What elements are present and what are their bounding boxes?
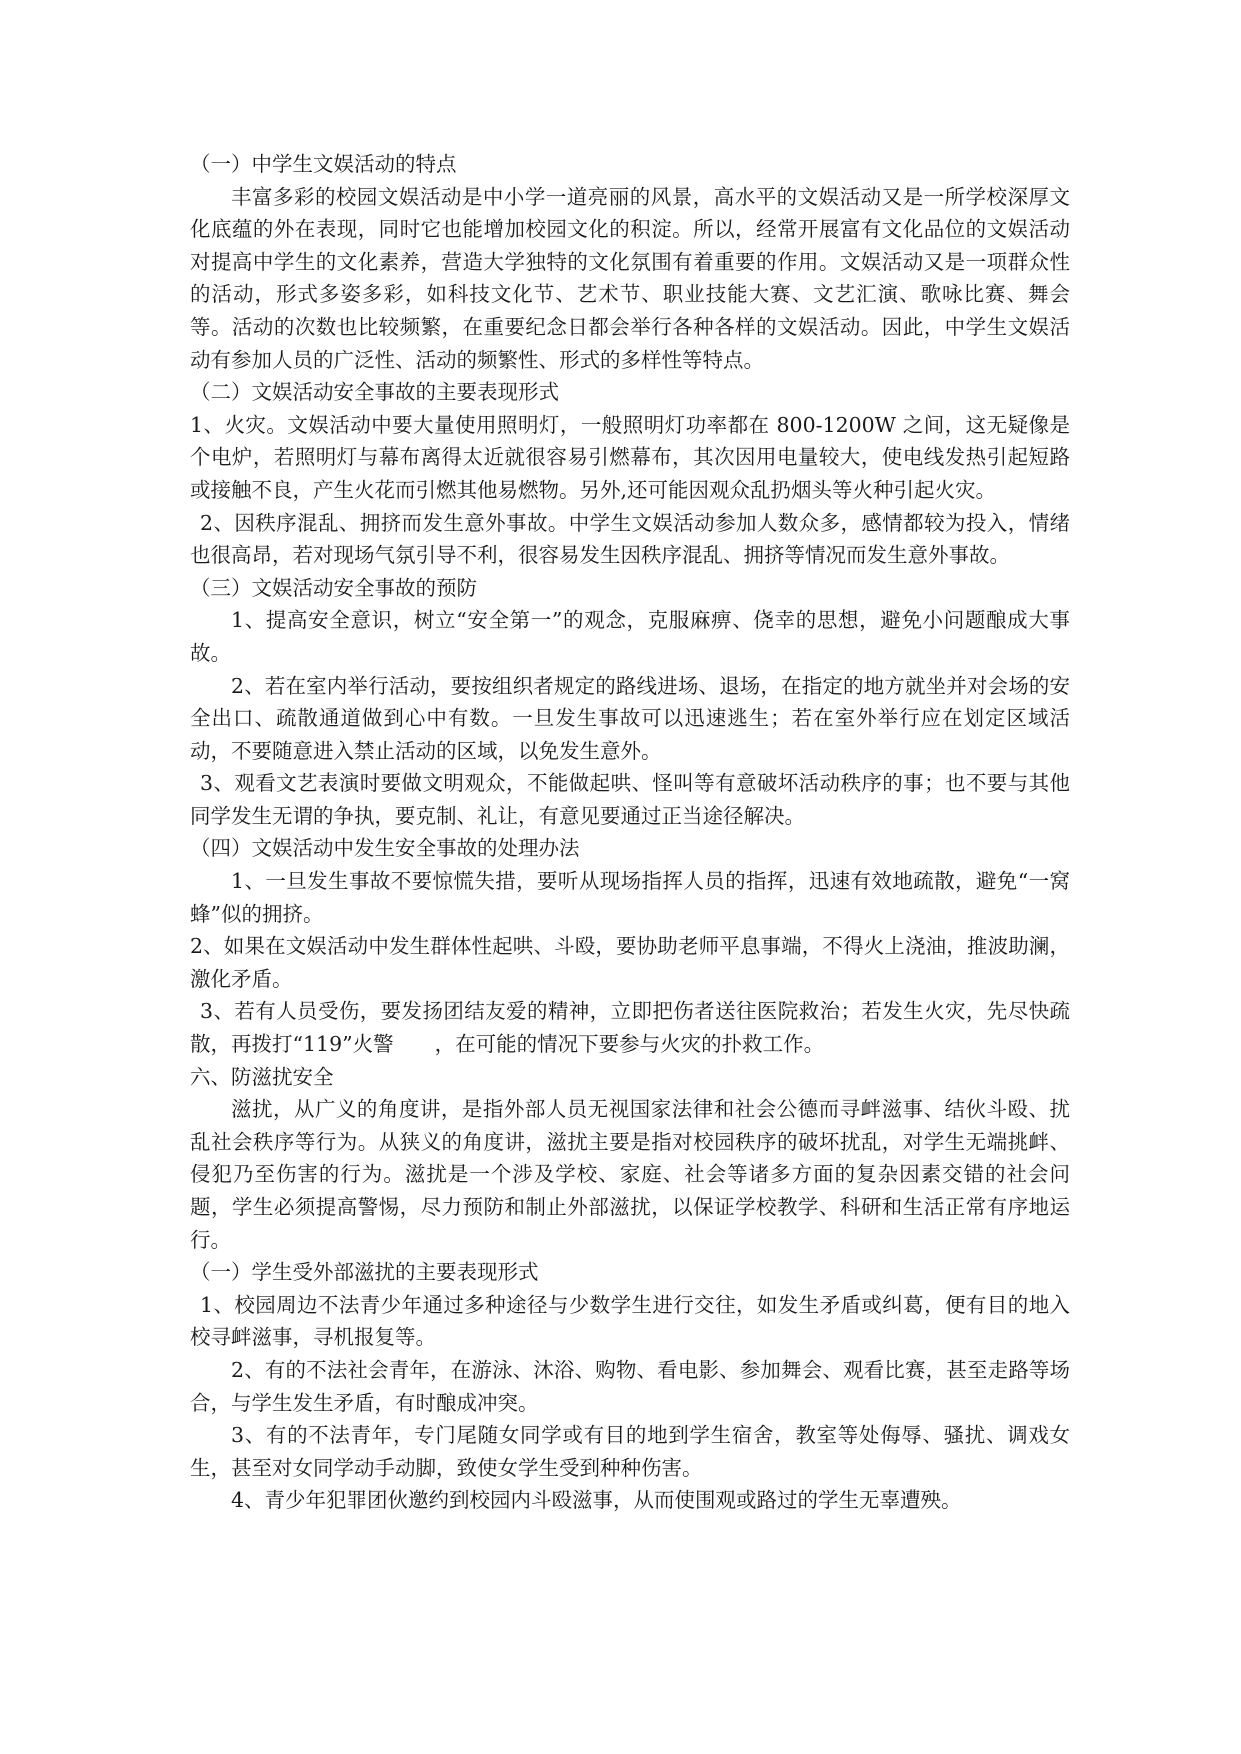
paragraph-fire: 1、火灾。文娱活动中要大量使用照明灯，一般照明灯功率都在 800-1200W 之间，这无疑像是个电炉，若照明灯与幕布离得太近就很容易引燃幕布，其次因用电量较大，使电线发热引起短路或接触不良，产生火花而引燃其他易燃物。另外,还可能因观众乱扔烟头等火种引起火灾。	[190, 412, 1070, 502]
section-heading-anti-harassment: 六、防滋扰安全	[190, 1064, 334, 1089]
section-heading-accident-prevention: （三）文娱活动安全事故的预防	[190, 575, 477, 600]
paragraph-harassment-4: 4、青少年犯罪团伙邀约到校园内斗殴滋事，从而使围观或路过的学生无辜遭殃。	[231, 1488, 962, 1513]
paragraph-harassment-definition: 滋扰，从广义的角度讲，是指外部人员无视国家法律和社会公德而寻衅滋事、结伙斗殴、扰乱社会秩序等行为。从狭义的角度讲，滋扰主要是指对校园秩序的破坏扰乱，对学生无端挑衅、侵犯乃至伤害的行为。滋扰是一个涉及学校、家庭、社会等诸多方面的复杂因素交错的社会问题，学生必须提高警惕，尽力预防和制止外部滋扰，以保证学校教学、科研和生活正常有序地运行。	[190, 1097, 1070, 1252]
section-heading-activity-features: （一）中学生文娱活动的特点	[190, 152, 457, 176]
paragraph-handling-2: 2、如果在文娱活动中发生群体性起哄、斗殴，要协助老师平息事端，不得火上浇油，推波助澜，激化矛盾。	[190, 934, 1070, 991]
paragraph-activity-features: 丰富多彩的校园文娱活动是中小学一道亮丽的风景，高水平的文娱活动又是一所学校深厚文化底蕴的外在表现，同时它也能增加校园文化的积淀。所以，经常开展富有文化品位的文娱活动对提高中学生的文化素养，营造大学独特的文化氛围有着重要的作用。文娱活动又是一项群众性的活动，形式多姿多彩，如科技文化节、艺术节、职业技能大赛、文艺汇演、歌咏比赛、舞会等。活动的次数也比较频繁，在重要纪念日都会举行各种各样的文娱活动。因此，中学生文娱活动有参加人员的广泛性、活动的频繁性、形式的多样性等特点。	[190, 184, 1070, 372]
paragraph-handling-3: 3、若有人员受伤，要发扬团结友爱的精神，立即把伤者送往医院救治；若发生火灾，先尽快疏散，再拨打“119”火警 ，在可能的情况下要参与火灾的扑救工作。	[190, 999, 1070, 1057]
paragraph-prevention-2: 2、若在室内举行活动，要按组织者规定的路线进场、退场，在指定的地方就坐并对会场的安全出口、疏散通道做到心中有数。一旦发生事故可以迅速逃生；若在室外举行应在划定区域活动，不要随意进入禁止活动的区域，以免发生意外。	[190, 673, 1070, 763]
section-heading-accident-handling: （四）文娱活动中发生安全事故的处理办法	[190, 836, 580, 861]
paragraph-harassment-2: 2、有的不法社会青年，在游泳、沐浴、购物、看电影、参加舞会、观看比赛，甚至走路等场合，与学生发生矛盾，有时酿成冲突。	[190, 1357, 1070, 1415]
paragraph-harassment-3: 3、有的不法青年，专门尾随女同学或有目的地到学生宿舍，教室等处侮辱、骚扰、调戏女生，甚至对女同学动手动脚，致使女学生受到种种伤害。	[190, 1423, 1070, 1480]
paragraph-crowding: 2、因秩序混乱、拥挤而发生意外事故。中学生文娱活动参加人数众多，感情都较为投入，情绪也很高昂，若对现场气氛引导不利，很容易发生因秩序混乱、拥挤等情况而发生意外事故。	[190, 510, 1070, 568]
paragraph-prevention-3: 3、观看文艺表演时要做文明观众，不能做起哄、怪叫等有意破坏活动秩序的事；也不要与其他同学发生无谓的争执，要克制、礼让，有意见要通过正当途径解决。	[190, 771, 1070, 828]
paragraph-prevention-1: 1、提高安全意识，树立“安全第一”的观念，克服麻痹、侥幸的思想，避免小问题酿成大事故。	[190, 608, 1070, 665]
section-heading-accident-forms: （二）文娱活动安全事故的主要表现形式	[190, 380, 559, 405]
paragraph-handling-1: 1、一旦发生事故不要惊慌失措，要听从现场指挥人员的指挥，迅速有效地疏散，避免“一窝蜂”似的拥挤。	[190, 869, 1070, 926]
section-heading-harassment-forms: （一）学生受外部滋扰的主要表现形式	[190, 1260, 539, 1285]
paragraph-harassment-1: 1、校园周边不法青少年通过多种途径与少数学生进行交往，如发生矛盾或纠葛，便有目的地入校寻衅滋事，寻机报复等。	[190, 1292, 1070, 1350]
document-body	[190, 148, 1070, 1517]
